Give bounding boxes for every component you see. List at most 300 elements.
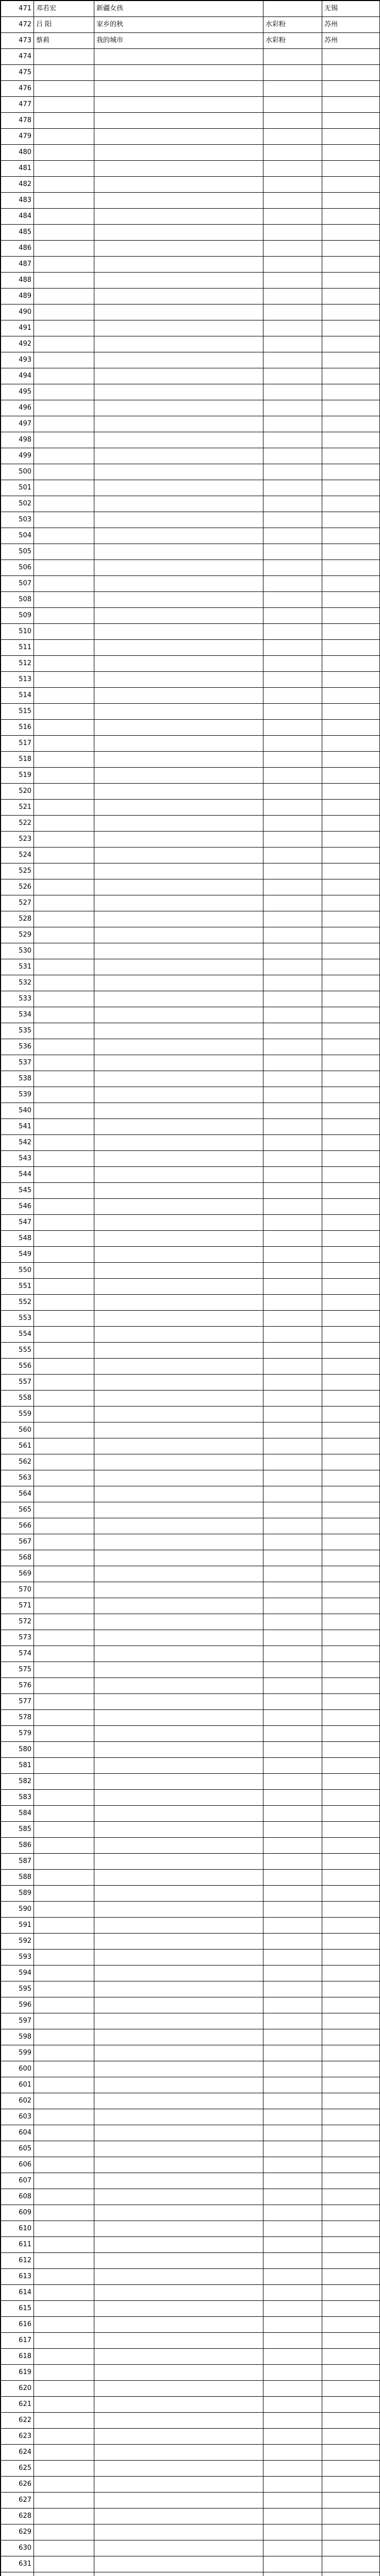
- name-cell: [34, 1886, 94, 1902]
- category-cell: [263, 1774, 322, 1790]
- category-cell: [263, 1023, 322, 1039]
- table-row: [1, 400, 380, 416]
- unit-cell: [322, 943, 380, 959]
- name-cell: [34, 800, 94, 816]
- category-cell: [263, 1470, 322, 1486]
- unit-cell: [322, 209, 380, 225]
- category-cell: [263, 480, 322, 496]
- row-number-cell: 606: [1, 2157, 34, 2173]
- unit-cell: [322, 49, 380, 65]
- name-cell: [34, 2077, 94, 2093]
- category-cell: [263, 1934, 322, 1950]
- title-cell: [94, 1758, 263, 1774]
- name-cell: [34, 1582, 94, 1598]
- title-cell: [94, 1630, 263, 1646]
- title-cell: [94, 816, 263, 832]
- unit-cell: [322, 400, 380, 416]
- table-row: [1, 2013, 380, 2029]
- name-cell: [34, 2013, 94, 2029]
- entries-table-body: [1, 1, 380, 2576]
- title-cell: [94, 1726, 263, 1742]
- table-row: [1, 608, 380, 624]
- category-cell: [263, 161, 322, 177]
- category-cell: [263, 1359, 322, 1375]
- row-number-cell: 555: [1, 1343, 34, 1359]
- unit-cell: [322, 1311, 380, 1327]
- table-row: [1, 384, 380, 400]
- table-row: [1, 2253, 380, 2269]
- table-row: [1, 81, 380, 97]
- table-row: [1, 1870, 380, 1886]
- category-cell: [263, 624, 322, 640]
- row-number-cell: 557: [1, 1375, 34, 1391]
- unit-cell: [322, 1263, 380, 1279]
- title-cell: [94, 1566, 263, 1582]
- category-cell: [263, 2109, 322, 2125]
- title-cell: [94, 688, 263, 704]
- row-number-cell: 572: [1, 1614, 34, 1630]
- unit-cell: [322, 2157, 380, 2173]
- table-row: [1, 1774, 380, 1790]
- row-number-cell: 564: [1, 1486, 34, 1502]
- unit-cell: [322, 1199, 380, 1215]
- table-row: [1, 1598, 380, 1614]
- category-cell: [263, 1981, 322, 1997]
- title-cell: [94, 2365, 263, 2381]
- title-cell: [94, 704, 263, 720]
- category-cell: [263, 576, 322, 592]
- row-number-cell: 585: [1, 1822, 34, 1838]
- name-cell: [34, 2317, 94, 2333]
- name-cell: [34, 1598, 94, 1614]
- table-row: [1, 1934, 380, 1950]
- category-cell: [263, 1007, 322, 1023]
- title-cell: [94, 1327, 263, 1343]
- title-cell: [94, 1742, 263, 1758]
- title-cell: [94, 113, 263, 129]
- row-number-cell: 623: [1, 2429, 34, 2445]
- category-cell: [263, 1997, 322, 2013]
- table-row: [1, 113, 380, 129]
- row-number-cell: 596: [1, 1997, 34, 2013]
- table-row: [1, 1838, 380, 1854]
- name-cell: [34, 1534, 94, 1550]
- title-cell: [94, 1087, 263, 1103]
- unit-cell: [322, 273, 380, 289]
- unit-cell: [322, 2509, 380, 2524]
- table-row: [1, 975, 380, 991]
- name-cell: [34, 1295, 94, 1311]
- unit-cell: [322, 2317, 380, 2333]
- category-cell: [263, 704, 322, 720]
- table-row: [1, 1103, 380, 1119]
- title-cell: [94, 1438, 263, 1454]
- unit-cell: [322, 832, 380, 848]
- name-cell: [34, 2349, 94, 2365]
- name-cell: [34, 1854, 94, 1870]
- table-row: [1, 145, 380, 161]
- row-number-cell: 607: [1, 2173, 34, 2189]
- title-cell: 我的城市: [94, 33, 263, 49]
- row-number-cell: 603: [1, 2109, 34, 2125]
- table-row: [1, 1119, 380, 1135]
- title-cell: [94, 656, 263, 672]
- row-number-cell: 584: [1, 1806, 34, 1822]
- name-cell: [34, 1119, 94, 1135]
- table-row: [1, 17, 380, 33]
- unit-cell: [322, 1790, 380, 1806]
- category-cell: [263, 1742, 322, 1758]
- name-cell: [34, 1822, 94, 1838]
- name-cell: [34, 432, 94, 448]
- row-number-cell: 625: [1, 2461, 34, 2477]
- table-row: [1, 2349, 380, 2365]
- name-cell: [34, 209, 94, 225]
- table-row: [1, 1151, 380, 1167]
- category-cell: 水彩粉: [263, 17, 322, 33]
- table-row: [1, 1199, 380, 1215]
- unit-cell: [322, 592, 380, 608]
- name-cell: [34, 2237, 94, 2253]
- table-row: [1, 2093, 380, 2109]
- unit-cell: [322, 895, 380, 911]
- table-row: [1, 768, 380, 784]
- row-number-cell: 521: [1, 800, 34, 816]
- title-cell: [94, 480, 263, 496]
- title-cell: [94, 1838, 263, 1854]
- unit-cell: [322, 1215, 380, 1231]
- unit-cell: [322, 432, 380, 448]
- category-cell: [263, 560, 322, 576]
- table-row: [1, 241, 380, 257]
- name-cell: [34, 512, 94, 528]
- category-cell: [263, 2509, 322, 2524]
- title-cell: [94, 2349, 263, 2365]
- name-cell: [34, 2061, 94, 2077]
- row-number-cell: 600: [1, 2061, 34, 2077]
- title-cell: 家乡的秋: [94, 17, 263, 33]
- category-cell: [263, 1311, 322, 1327]
- title-cell: [94, 416, 263, 432]
- category-cell: [263, 1965, 322, 1981]
- table-row: [1, 2061, 380, 2077]
- title-cell: [94, 81, 263, 97]
- category-cell: [263, 1886, 322, 1902]
- row-number-cell: 512: [1, 656, 34, 672]
- row-number-cell: 595: [1, 1981, 34, 1997]
- category-cell: [263, 879, 322, 895]
- table-row: [1, 1758, 380, 1774]
- table-row: [1, 2109, 380, 2125]
- name-cell: [34, 1550, 94, 1566]
- unit-cell: [322, 2429, 380, 2445]
- category-cell: [263, 1119, 322, 1135]
- unit-cell: [322, 576, 380, 592]
- unit-cell: [322, 2556, 380, 2572]
- name-cell: [34, 49, 94, 65]
- title-cell: [94, 1375, 263, 1391]
- category-cell: [263, 528, 322, 544]
- unit-cell: [322, 2493, 380, 2509]
- table-row: [1, 1742, 380, 1758]
- category-cell: [263, 1870, 322, 1886]
- title-cell: [94, 1774, 263, 1790]
- row-number-cell: 575: [1, 1662, 34, 1678]
- table-row: [1, 1327, 380, 1343]
- row-number-cell: 559: [1, 1406, 34, 1422]
- category-cell: [263, 1486, 322, 1502]
- table-row: [1, 1391, 380, 1406]
- table-row: [1, 1039, 380, 1055]
- category-cell: [263, 800, 322, 816]
- unit-cell: [322, 1470, 380, 1486]
- row-number-cell: 588: [1, 1870, 34, 1886]
- row-number-cell: 543: [1, 1151, 34, 1167]
- title-cell: [94, 241, 263, 257]
- name-cell: [34, 400, 94, 416]
- unit-cell: [322, 464, 380, 480]
- table-row: [1, 959, 380, 975]
- row-number-cell: 613: [1, 2269, 34, 2285]
- title-cell: [94, 2077, 263, 2093]
- name-cell: [34, 2556, 94, 2572]
- name-cell: [34, 672, 94, 688]
- title-cell: [94, 624, 263, 640]
- name-cell: [34, 145, 94, 161]
- unit-cell: [322, 2301, 380, 2317]
- category-cell: [263, 2141, 322, 2157]
- title-cell: [94, 592, 263, 608]
- category-cell: [263, 656, 322, 672]
- row-number-cell: 597: [1, 2013, 34, 2029]
- unit-cell: [322, 544, 380, 560]
- name-cell: [34, 1678, 94, 1694]
- table-row: [1, 816, 380, 832]
- category-cell: [263, 1582, 322, 1598]
- table-row: [1, 1662, 380, 1678]
- category-cell: [263, 768, 322, 784]
- row-number-cell: 629: [1, 2524, 34, 2540]
- category-cell: [263, 672, 322, 688]
- table-row: [1, 336, 380, 352]
- table-row: [1, 2189, 380, 2205]
- unit-cell: [322, 608, 380, 624]
- category-cell: [263, 2381, 322, 2397]
- title-cell: [94, 2173, 263, 2189]
- unit-cell: [322, 2397, 380, 2413]
- category-cell: [263, 1151, 322, 1167]
- unit-cell: [322, 927, 380, 943]
- table-row: [1, 1630, 380, 1646]
- name-cell: [34, 1263, 94, 1279]
- category-cell: [263, 784, 322, 800]
- category-cell: [263, 368, 322, 384]
- unit-cell: [322, 816, 380, 832]
- category-cell: [263, 1694, 322, 1710]
- category-cell: [263, 2285, 322, 2301]
- row-number-cell: 581: [1, 1758, 34, 1774]
- row-number-cell: 630: [1, 2540, 34, 2556]
- name-cell: [34, 1071, 94, 1087]
- row-number-cell: 517: [1, 736, 34, 752]
- category-cell: [263, 2429, 322, 2445]
- name-cell: [34, 2205, 94, 2221]
- table-row: [1, 1167, 380, 1183]
- table-row: [1, 1183, 380, 1199]
- title-cell: [94, 2125, 263, 2141]
- row-number-cell: 568: [1, 1550, 34, 1566]
- table-row: [1, 1135, 380, 1151]
- title-cell: [94, 1023, 263, 1039]
- table-row: [1, 2461, 380, 2477]
- unit-cell: [322, 1902, 380, 1918]
- row-number-cell: 527: [1, 895, 34, 911]
- unit-cell: [322, 640, 380, 656]
- category-cell: [263, 352, 322, 368]
- unit-cell: [322, 863, 380, 879]
- row-number-cell: 580: [1, 1742, 34, 1758]
- row-number-cell: 549: [1, 1247, 34, 1263]
- table-row: [1, 2572, 380, 2576]
- unit-cell: [322, 624, 380, 640]
- title-cell: [94, 768, 263, 784]
- category-cell: [263, 2413, 322, 2429]
- table-row: [1, 720, 380, 736]
- table-row: [1, 33, 380, 49]
- name-cell: [34, 320, 94, 336]
- name-cell: [34, 1566, 94, 1582]
- row-number-cell: 582: [1, 1774, 34, 1790]
- row-number-cell: 491: [1, 320, 34, 336]
- name-cell: [34, 2141, 94, 2157]
- unit-cell: [322, 1886, 380, 1902]
- title-cell: [94, 448, 263, 464]
- title-cell: [94, 720, 263, 736]
- unit-cell: [322, 97, 380, 113]
- unit-cell: 苏州: [322, 33, 380, 49]
- row-number-cell: 478: [1, 113, 34, 129]
- unit-cell: [322, 2540, 380, 2556]
- name-cell: [34, 1742, 94, 1758]
- category-cell: [263, 927, 322, 943]
- name-cell: [34, 448, 94, 464]
- unit-cell: [322, 1598, 380, 1614]
- unit-cell: [322, 1742, 380, 1758]
- name-cell: [34, 720, 94, 736]
- table-row: [1, 2125, 380, 2141]
- unit-cell: [322, 1726, 380, 1742]
- category-cell: [263, 1295, 322, 1311]
- title-cell: [94, 1502, 263, 1518]
- unit-cell: [322, 2205, 380, 2221]
- table-row: [1, 496, 380, 512]
- unit-cell: [322, 193, 380, 209]
- category-cell: [263, 2093, 322, 2109]
- table-row: [1, 1406, 380, 1422]
- unit-cell: [322, 2237, 380, 2253]
- category-cell: 水彩粉: [263, 33, 322, 49]
- title-cell: [94, 1534, 263, 1550]
- table-row: [1, 832, 380, 848]
- unit-cell: [322, 1375, 380, 1391]
- name-cell: [34, 1247, 94, 1263]
- name-cell: [34, 2029, 94, 2045]
- unit-cell: [322, 528, 380, 544]
- row-number-cell: 608: [1, 2189, 34, 2205]
- category-cell: [263, 2317, 322, 2333]
- unit-cell: [322, 1231, 380, 1247]
- title-cell: [94, 959, 263, 975]
- name-cell: [34, 1406, 94, 1422]
- unit-cell: [322, 1822, 380, 1838]
- category-cell: [263, 448, 322, 464]
- row-number-cell: 561: [1, 1438, 34, 1454]
- table-row: [1, 368, 380, 384]
- row-number-cell: 539: [1, 1087, 34, 1103]
- title-cell: [94, 544, 263, 560]
- row-number-cell: 562: [1, 1454, 34, 1470]
- table-row: [1, 576, 380, 592]
- row-number-cell: 590: [1, 1902, 34, 1918]
- title-cell: [94, 177, 263, 193]
- category-cell: [263, 2173, 322, 2189]
- row-number-cell: 477: [1, 97, 34, 113]
- title-cell: [94, 2141, 263, 2157]
- table-row: [1, 97, 380, 113]
- row-number-cell: 487: [1, 257, 34, 273]
- category-cell: [263, 2013, 322, 2029]
- category-cell: [263, 129, 322, 145]
- row-number-cell: 541: [1, 1119, 34, 1135]
- category-cell: [263, 464, 322, 480]
- table-row: [1, 1007, 380, 1023]
- unit-cell: [322, 1582, 380, 1598]
- row-number-cell: 565: [1, 1502, 34, 1518]
- row-number-cell: 504: [1, 528, 34, 544]
- name-cell: [34, 2477, 94, 2493]
- title-cell: [94, 2397, 263, 2413]
- name-cell: [34, 704, 94, 720]
- table-row: [1, 1614, 380, 1630]
- name-cell: [34, 1199, 94, 1215]
- unit-cell: [322, 480, 380, 496]
- unit-cell: [322, 1662, 380, 1678]
- title-cell: [94, 608, 263, 624]
- unit-cell: [322, 2173, 380, 2189]
- row-number-cell: 586: [1, 1838, 34, 1854]
- category-cell: [263, 177, 322, 193]
- table-row: [1, 448, 380, 464]
- row-number-cell: 594: [1, 1965, 34, 1981]
- name-cell: [34, 927, 94, 943]
- table-row: [1, 1087, 380, 1103]
- row-number-cell: 506: [1, 560, 34, 576]
- category-cell: [263, 975, 322, 991]
- row-number-cell: 514: [1, 688, 34, 704]
- row-number-cell: 615: [1, 2301, 34, 2317]
- table-row: [1, 2524, 380, 2540]
- table-row: [1, 464, 380, 480]
- name-cell: [34, 2493, 94, 2509]
- table-row: [1, 848, 380, 863]
- row-number-cell: 480: [1, 145, 34, 161]
- table-row: [1, 1263, 380, 1279]
- table-row: [1, 289, 380, 304]
- row-number-cell: 570: [1, 1582, 34, 1598]
- title-cell: [94, 97, 263, 113]
- name-cell: [34, 336, 94, 352]
- table-row: [1, 1678, 380, 1694]
